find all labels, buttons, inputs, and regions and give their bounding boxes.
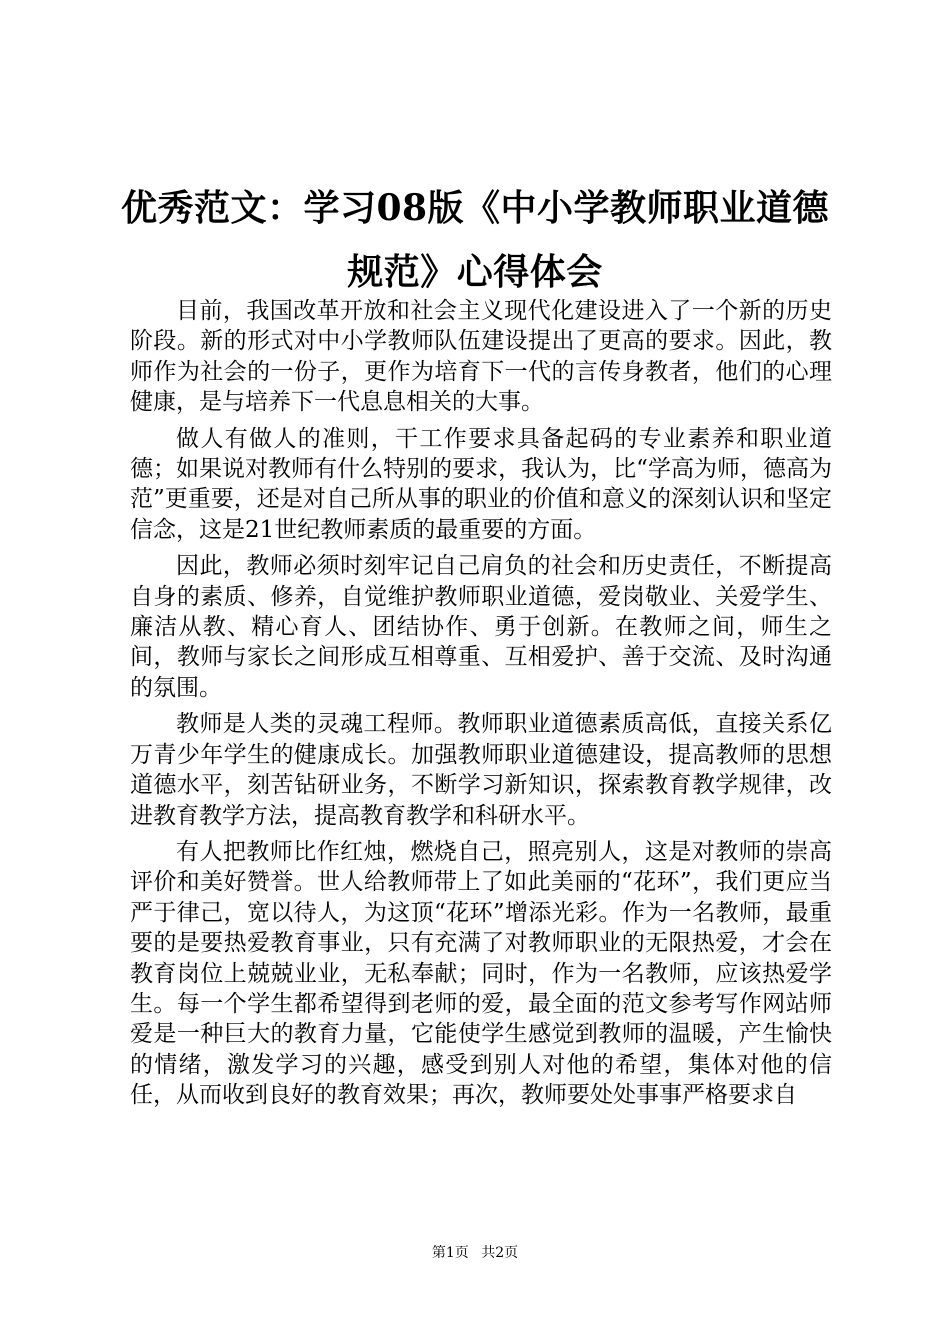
page-total: 共2页 (481, 1245, 519, 1261)
paragraph-1: 目前，我国改革开放和社会主义现代化建设进入了一个新的历史阶段。新的形式对中小学教师队伍建设提出了更高的要求。因此，教师作为社会的一份子，更作为培育下一代的言传身教者，他们的心理健康，是与培养下一代息息相关的大事。 (130, 298, 832, 416)
page-number: 第1页 (431, 1245, 469, 1261)
paragraph-4: 教师是人类的灵魂工程师。教师职业道德素质高低，直接关系亿万青少年学生的健康成长。加强教师职业道德建设，提高教师的思想道德水平，刻苦钻研业务，不断学习新知识，探索教育教学规律，改进教育教学方法，提高教育教学和科研水平。 (130, 711, 832, 829)
paragraph-3: 因此，教师必须时刻牢记自己肩负的社会和历史责任，不断提高自身的素质、修养，自觉维护教师职业道德，爱岗敬业、关爱学生、廉洁从教、精心育人、团结协作、勇于创新。在教师之间，师生之间，教师与家长之间形成互相尊重、互相爱护、善于交流、及时沟通的氛围。 (130, 553, 832, 701)
document-body (130, 296, 832, 1117)
paragraph-5: 有人把教师比作红烛，燃烧自己，照亮别人，这是对教师的崇高评价和美好赞誉。世人给教师带上了如此美丽的“花环”，我们更应当严于律己，宽以待人，为这顶“花环”增添光彩。作为一名教师，最重要的是要热爱教育事业，只有充满了对教师职业的无限热爱，才会在教育岗位上兢兢业业，无私奉献；同时，作为一名教师，应该热爱学生。每一个学生都希望得到老师的爱，最全面的范文参考写作网站师爱是一种巨大的教育力量，它能使学生感觉到教师的温暖，产生愉快的情绪，激发学习的兴趣，感受到别人对他的希望，集体对他的信任，从而收到良好的教育效果；再次，教师要处处事事严格要求自 (130, 838, 832, 1109)
paragraph-2: 做人有做人的准则，干工作要求具备起码的专业素养和职业道德；如果说对教师有什么特别的要求，我认为，比“学高为师，德高为范”更重要，还是对自己所从事的职业的价值和意义的深刻认识和坚定信念，这是21世纪教师素质的最重要的方面。 (130, 425, 832, 543)
document-title: 优秀范文：学习08版《中小学教师职业道德规范》心得体会 (120, 187, 830, 293)
page-footer (0, 1243, 950, 1263)
